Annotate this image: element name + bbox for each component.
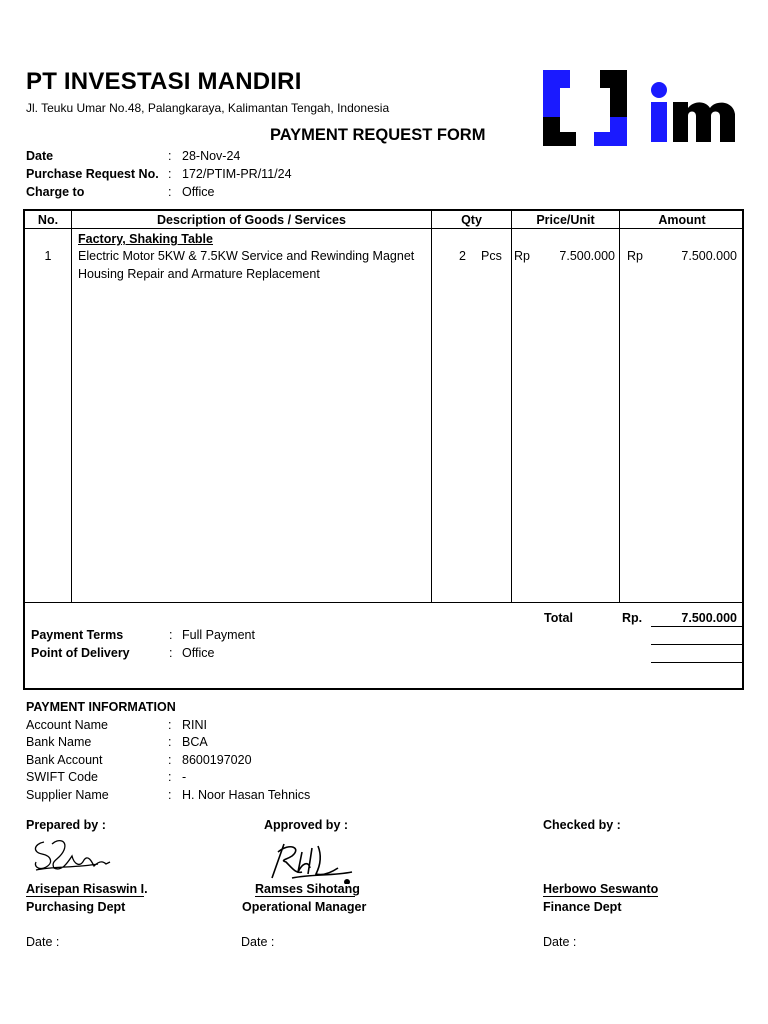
bank-name-value: BCA [182, 735, 208, 749]
price-currency: Rp [514, 249, 530, 263]
swift-code-label: SWIFT Code [26, 770, 99, 784]
total-underline [651, 626, 743, 627]
preparer-date: Date : [26, 935, 60, 949]
qty-unit: Pcs [481, 249, 502, 263]
col-header-price: Price/Unit [536, 213, 595, 227]
account-name-label: Account Name [26, 718, 108, 732]
checker-dept: Finance Dept [543, 900, 622, 914]
total-value: 7.500.000 [681, 611, 737, 625]
preparer-dept: Purchasing Dept [26, 900, 126, 914]
amount-currency: Rp [627, 249, 643, 263]
col-divider [71, 211, 72, 603]
approver-signature [262, 838, 358, 884]
charge-to-label: Charge to [26, 185, 85, 199]
blank-line [651, 662, 743, 663]
section-title: Factory, Shaking Table [78, 232, 213, 246]
body-divider [25, 602, 742, 603]
approver-date: Date : [241, 935, 275, 949]
supplier-name-label: Supplier Name [26, 788, 109, 802]
col-divider [619, 211, 620, 603]
total-label: Total [544, 611, 573, 625]
approver-dept: Operational Manager [242, 900, 367, 914]
colon: : [168, 788, 172, 802]
name-underline [543, 896, 658, 897]
col-divider [431, 211, 432, 603]
name-underline [255, 896, 355, 897]
colon: : [168, 185, 172, 199]
colon: : [168, 770, 172, 784]
preparer-name: Arisepan Risaswin I. [26, 882, 148, 896]
company-address: Jl. Teuku Umar No.48, Palangkaraya, Kalimantan Tengah, Indonesia [26, 101, 390, 115]
colon: : [168, 149, 172, 163]
colon: : [168, 735, 172, 749]
prepared-by-label: Prepared by : [26, 818, 106, 832]
checker-name: Herbowo Seswanto [543, 882, 659, 896]
account-name-value: RINI [182, 718, 207, 732]
date-value: 28-Nov-24 [182, 149, 241, 163]
delivery-point-value: Office [182, 646, 215, 660]
col-header-no: No. [37, 213, 59, 227]
payment-terms-value: Full Payment [182, 628, 255, 642]
name-underline [26, 896, 144, 897]
approved-by-label: Approved by : [264, 818, 349, 832]
col-header-description: Description of Goods / Services [157, 213, 346, 227]
checked-by-label: Checked by : [543, 818, 621, 832]
pr-number-label: Purchase Request No. [26, 167, 159, 181]
bank-account-label: Bank Account [26, 753, 103, 767]
blank-line [651, 644, 743, 645]
bank-account-value: 8600197020 [182, 753, 252, 767]
checker-date: Date : [543, 935, 577, 949]
preparer-signature [28, 834, 114, 882]
swift-code-value: - [182, 770, 187, 784]
colon: : [169, 628, 173, 642]
col-header-qty: Qty [461, 213, 482, 227]
colon: : [168, 718, 172, 732]
price-value: 7.500.000 [559, 249, 615, 263]
payment-terms-label: Payment Terms [31, 628, 124, 642]
items-table [23, 209, 744, 690]
delivery-point-label: Point of Delivery [31, 646, 130, 660]
payment-info-title: PAYMENT INFORMATION [26, 700, 176, 714]
header-divider [25, 228, 742, 229]
col-header-amount: Amount [658, 213, 706, 227]
approver-name: Ramses Sihotang [255, 882, 360, 896]
supplier-name-value: H. Noor Hasan Tehnics [182, 788, 311, 802]
colon: : [168, 753, 172, 767]
pr-number-value: 172/PTIM-PR/11/24 [182, 167, 292, 181]
row-number: 1 [44, 249, 52, 263]
description-line: Housing Repair and Armature Replacement [78, 267, 320, 281]
company-name: PT INVESTASI MANDIRI [26, 68, 302, 95]
description-line: Electric Motor 5KW & 7.5KW Service and Rewinding Magnet [78, 249, 415, 263]
total-currency: Rp. [622, 611, 643, 625]
bank-name-label: Bank Name [26, 735, 92, 749]
form-title: PAYMENT REQUEST FORM [270, 126, 486, 144]
amount-value: 7.500.000 [681, 249, 737, 263]
col-divider [511, 211, 512, 603]
date-label: Date [26, 149, 54, 163]
colon: : [168, 167, 172, 181]
charge-to-value: Office [182, 185, 215, 199]
colon: : [169, 646, 173, 660]
company-logo [543, 70, 738, 150]
qty-value: 2 [459, 249, 466, 263]
